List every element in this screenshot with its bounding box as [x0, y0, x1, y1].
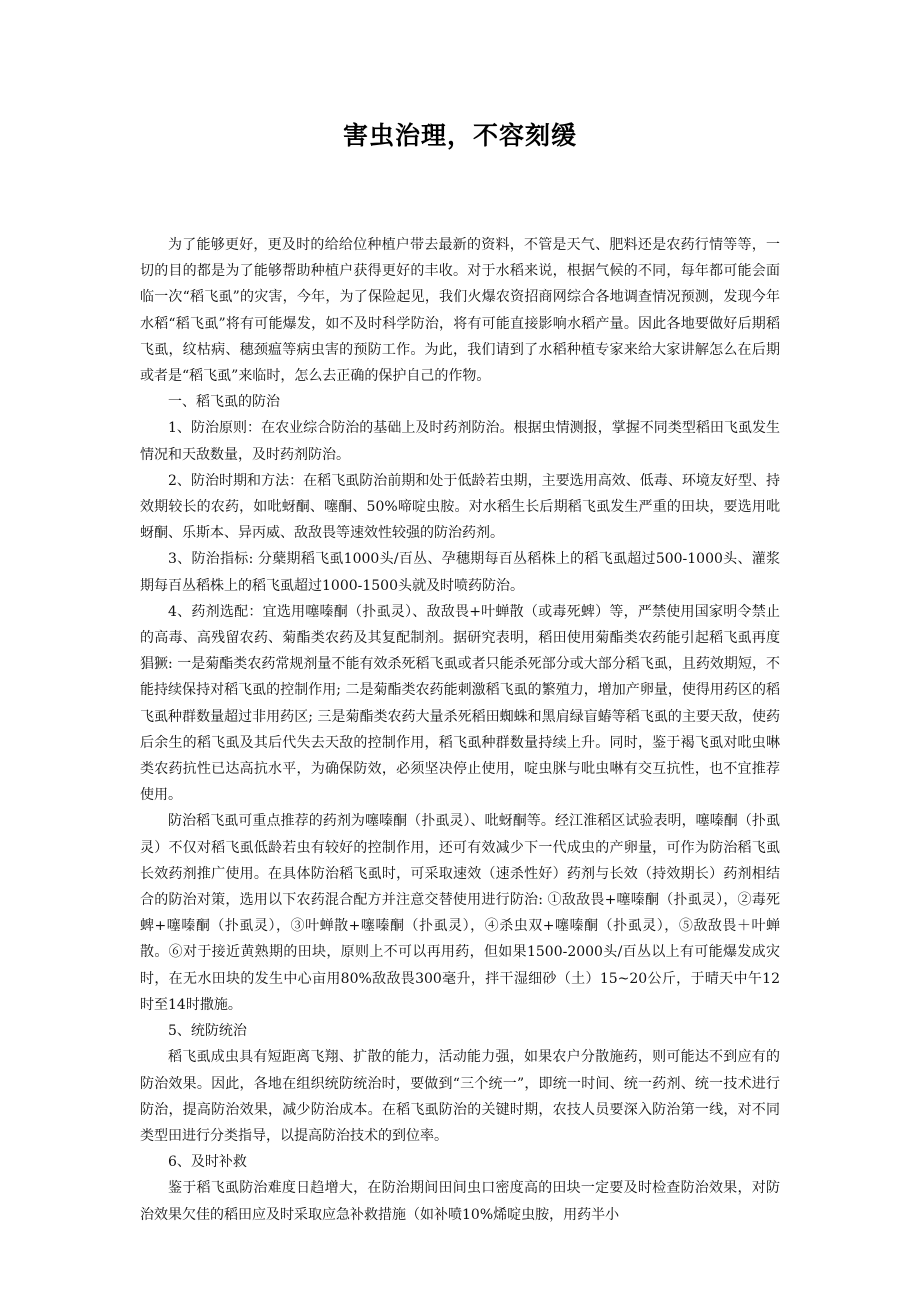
paragraph-recommended-pesticides: 防治稻飞虱可重点推荐的药剂为噻嗪酮（扑虱灵）、吡蚜酮等。经江淮稻区试验表明，噻嗪酮（扑虱灵）不仅对稻飞虱低龄若虫有较好的控制作用，还可有效减少下一代成虫的产卵量，可作为防治稻飞虱长效药剂推广使用。在具体防治稻飞虱时，可采取速效（速杀性好）药剂与长效（持效期长）药剂相结合的防治对策，选用以下农药混合配方并注意交替使用进行防治: ①敌敌畏+噻嗪酮（扑虱灵），②毒死蜱+噻嗪酮（扑虱灵），③叶蝉散+噻嗪酮（扑虱灵），④杀虫双+噻嗪酮（扑虱灵），⑤敌敌畏＋叶蝉散。⑥对于接近黄熟期的田块，原则上不可以再用药，但如果1500-2000头/百丛以上有可能爆发成灾时，在无水田块的发生中心亩用80%敌敌畏300毫升，拌干湿细砂（土）15~20公斤，于晴天中午12时至14时撒施。	[140, 813, 780, 1013]
paragraph-remedy: 鉴于稻飞虱防治难度日趋增大，在防治期间田间虫口密度高的田块一定要及时检查防治效果，对防治效果欠佳的稻田应及时采取应急补救措施（如补喷10%烯啶虫胺，用药半小	[140, 1180, 780, 1223]
subheading-remedy: 6、及时补救	[168, 1154, 247, 1171]
section-heading: 一、稻飞虱的防治	[168, 394, 280, 411]
intro-paragraph: 为了能够更好，更及时的给给位种植户带去最新的资料，不管是天气、肥料还是农药行情等等，一切的目的都是为了能够帮助种植户获得更好的丰收。对于水稻来说，根据气候的不同，每年都可能会面临一次“稻飞虱”的灾害，今年，为了保险起见，我们火爆农资招商网综合各地调查情况预测，发现今年水稻“稻飞虱”将有可能爆发，如不及时科学防治，将有可能直接影响水稻产量。因此各地要做好后期稻飞虱，纹枯病、穗颈瘟等病虫害的预防工作。为此，我们请到了水稻种植专家来给大家讲解怎么在后期或者是“稻飞虱”来临时，怎么去正确的保护自己的作物。	[140, 237, 780, 385]
subheading-unified-control: 5、统防统治	[168, 1023, 247, 1040]
paragraph-pesticide-selection: 4、药剂选配：宜选用噻嗪酮（扑虱灵）、敌敌畏+叶蝉散（或毒死蜱）等，严禁使用国家明令禁止的高毒、高残留农药、菊酯类农药及其复配制剂。据研究表明，稻田使用菊酯类农药能引起稻飞虱再度猖獗: 一是菊酯类农药常规剂量不能有效杀死稻飞虱或者只能杀死部分或大部分稻飞虱，且药效期短，不能持续保持对稻飞虱的控制作用; 二是菊酯类农药能刺激稻飞虱的繁殖力，增加产卵量，使得用药区的稻飞虱种群数量超过非用药区; 三是菊酯类农药大量杀死稻田蜘蛛和黑肩绿盲蝽等稻飞虱的主要天敌，使药后余生的稻飞虱及其后代失去天敌的控制作用，稻飞虱种群数量持续上升。同时，鉴于褐飞虱对吡虫啉类农药抗性已达高抗水平，为确保防效，必须坚决停止使用，啶虫脒与吡虫啉有交互抗性，也不宜推荐使用。	[140, 603, 780, 804]
paragraph-indicator: 3、防治指标: 分蘖期稻飞虱1000头/百丛、孕穗期每百丛稻株上的稻飞虱超过500-1000头、灌浆期每百丛稻株上的稻飞虱超过1000-1500头就及时喷药防治。	[140, 551, 780, 594]
document-title: 害虫治理，不容刻缓	[342, 121, 577, 150]
paragraph-timing-method: 2、防治时期和方法：在稻飞虱防治前期和处于低龄若虫期，主要选用高效、低毒、环境友好型、持效期较长的农药，如吡蚜酮、噻酮、50%啼啶虫胺。对水稻生长后期稻飞虱发生严重的田块，要选用吡蚜酮、乐斯本、异丙威、敌敌畏等速效性较强的防治药剂。	[140, 472, 780, 542]
document-body	[140, 232, 780, 1228]
paragraph-unified-control: 稻飞虱成虫具有短距离飞翔、扩散的能力，活动能力强，如果农户分散施药，则可能达不到应有的防治效果。因此，各地在组织统防统治时，要做到“三个统一”，即统一时间、统一药剂、统一技术进行防治，提高防治效果，减少防治成本。在稻飞虱防治的关键时期，农技人员要深入防治第一线，对不同类型田进行分类指导，以提高防治技术的到位率。	[140, 1049, 780, 1144]
paragraph-principle: 1、防治原则：在农业综合防治的基础上及时药剂防治。根据虫情测报，掌握不同类型稻田飞虱发生情况和天敌数量，及时药剂防治。	[140, 420, 780, 463]
